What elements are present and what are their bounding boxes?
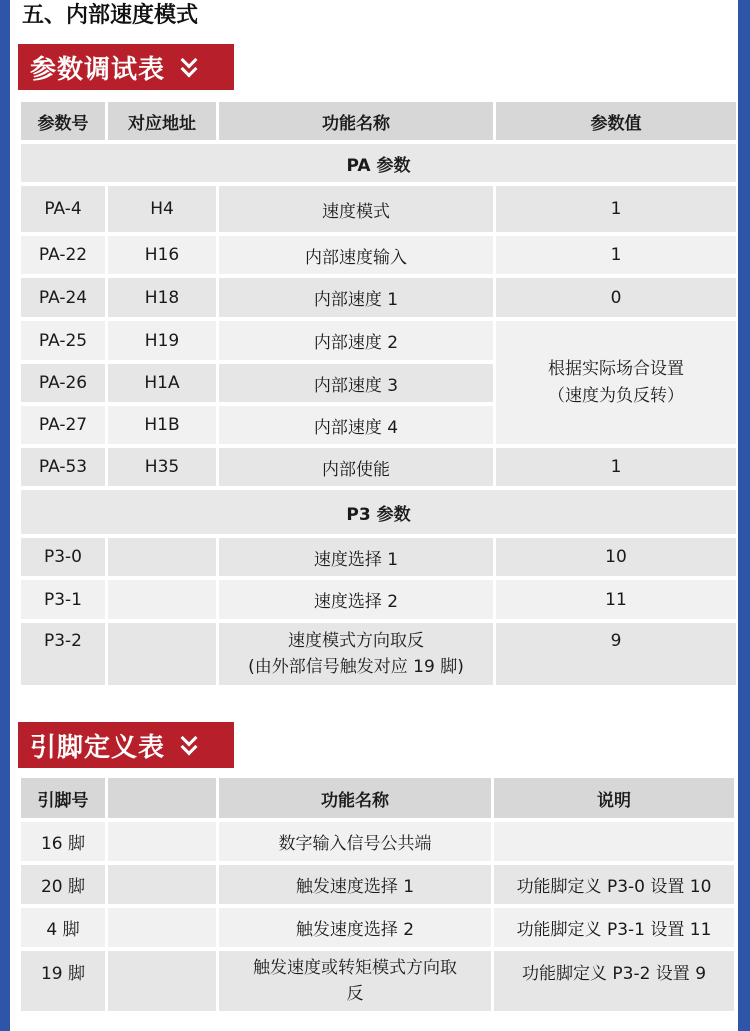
table-row xyxy=(21,278,736,317)
cell-func: 内部速度 1 xyxy=(219,278,493,317)
header-desc: 说明 xyxy=(494,778,734,818)
cell-param: PA-4 xyxy=(21,186,105,232)
cell-addr: H1A xyxy=(108,364,216,402)
cell-func-line2: (由外部信号触发对应 19 脚) xyxy=(248,657,464,677)
cell-func-line1: 速度模式方向取反 xyxy=(288,631,424,651)
cell-param: PA-53 xyxy=(21,448,105,486)
cell-func: 触发速度选择 2 xyxy=(219,908,491,947)
header-func: 功能名称 xyxy=(219,102,493,140)
header-empty xyxy=(108,778,216,818)
cell-func-line2: 反 xyxy=(346,984,364,1004)
cell-func: 内部速度 4 xyxy=(219,406,493,444)
chevron-down-icon xyxy=(179,732,201,758)
cell-param: PA-24 xyxy=(21,278,105,317)
header-value: 参数值 xyxy=(496,102,736,140)
cell-param: PA-27 xyxy=(21,406,105,444)
cell-value: 1 xyxy=(496,236,736,274)
param-table-banner xyxy=(18,44,234,90)
cell-func: 速度选择 1 xyxy=(219,538,493,576)
table-row xyxy=(21,908,734,947)
cell-param: PA-25 xyxy=(21,321,105,360)
cell-value: 1 xyxy=(496,186,736,232)
table-row xyxy=(21,822,734,861)
cell-addr: H35 xyxy=(108,448,216,486)
cell-func: 速度模式 xyxy=(219,186,493,232)
param-table-banner-label: 参数调试表 xyxy=(30,54,166,85)
header-func: 功能名称 xyxy=(219,778,491,818)
table-row xyxy=(21,580,736,619)
header-param: 参数号 xyxy=(21,102,105,140)
table-row xyxy=(21,538,736,576)
cell-value: 10 xyxy=(496,538,736,576)
pin-table xyxy=(18,774,737,1015)
cell-pin: 20 脚 xyxy=(21,865,105,904)
pin-table-banner-label: 引脚定义表 xyxy=(30,732,166,763)
cell-addr xyxy=(108,580,216,619)
cell-desc: 功能脚定义 P3-2 设置 9 xyxy=(494,951,734,1011)
cell-value: 11 xyxy=(496,580,736,619)
merged-value-line1: 根据实际场合设置 xyxy=(548,358,684,379)
cell-func: 数字输入信号公共端 xyxy=(219,822,491,861)
group-row-p3 xyxy=(21,490,736,534)
table-row xyxy=(21,186,736,232)
section-title: 五、内部速度模式 xyxy=(22,3,199,28)
group-label-pa: PA 参数 xyxy=(21,144,736,182)
cell-addr: H16 xyxy=(108,236,216,274)
cell-func: 速度选择 2 xyxy=(219,580,493,619)
cell-addr: H1B xyxy=(108,406,216,444)
table-row xyxy=(21,623,736,685)
cell-addr xyxy=(108,623,216,685)
param-table xyxy=(18,98,739,689)
cell-value-merged xyxy=(496,321,736,444)
cell-value: 1 xyxy=(496,448,736,486)
cell-func xyxy=(219,623,493,685)
cell-value: 0 xyxy=(496,278,736,317)
cell-param: PA-22 xyxy=(21,236,105,274)
merged-value-line2: （速度为负反转） xyxy=(548,385,684,406)
header-pin: 引脚号 xyxy=(21,778,105,818)
table-row xyxy=(21,951,734,1011)
cell-func xyxy=(219,951,491,1011)
group-label-p3: P3 参数 xyxy=(21,490,736,534)
cell-addr: H4 xyxy=(108,186,216,232)
cell-func: 内部使能 xyxy=(219,448,493,486)
cell-empty xyxy=(108,951,216,1011)
cell-empty xyxy=(108,908,216,947)
cell-desc xyxy=(494,822,734,861)
cell-empty xyxy=(108,822,216,861)
cell-desc: 功能脚定义 P3-1 设置 11 xyxy=(494,908,734,947)
table-row xyxy=(21,236,736,274)
cell-param: P3-0 xyxy=(21,538,105,576)
cell-pin: 16 脚 xyxy=(21,822,105,861)
cell-pin: 19 脚 xyxy=(21,951,105,1011)
cell-func: 内部速度 3 xyxy=(219,364,493,402)
cell-param: P3-1 xyxy=(21,580,105,619)
cell-func: 内部速度输入 xyxy=(219,236,493,274)
pin-table-header-row xyxy=(21,778,734,818)
table-row xyxy=(21,448,736,486)
chevron-down-icon xyxy=(179,54,201,80)
cell-value: 9 xyxy=(496,623,736,685)
cell-pin: 4 脚 xyxy=(21,908,105,947)
cell-addr: H19 xyxy=(108,321,216,360)
cell-param: PA-26 xyxy=(21,364,105,402)
cell-addr xyxy=(108,538,216,576)
cell-func-line1: 触发速度或转矩模式方向取 xyxy=(253,958,457,978)
cell-func: 触发速度选择 1 xyxy=(219,865,491,904)
cell-empty xyxy=(108,865,216,904)
header-addr: 对应地址 xyxy=(108,102,216,140)
param-table-header-row xyxy=(21,102,736,140)
group-row-pa xyxy=(21,144,736,182)
pin-table-banner xyxy=(18,722,234,768)
table-row xyxy=(21,865,734,904)
cell-func: 内部速度 2 xyxy=(219,321,493,360)
cell-param: P3-2 xyxy=(21,623,105,685)
table-row xyxy=(21,321,736,360)
cell-addr: H18 xyxy=(108,278,216,317)
cell-desc: 功能脚定义 P3-0 设置 10 xyxy=(494,865,734,904)
